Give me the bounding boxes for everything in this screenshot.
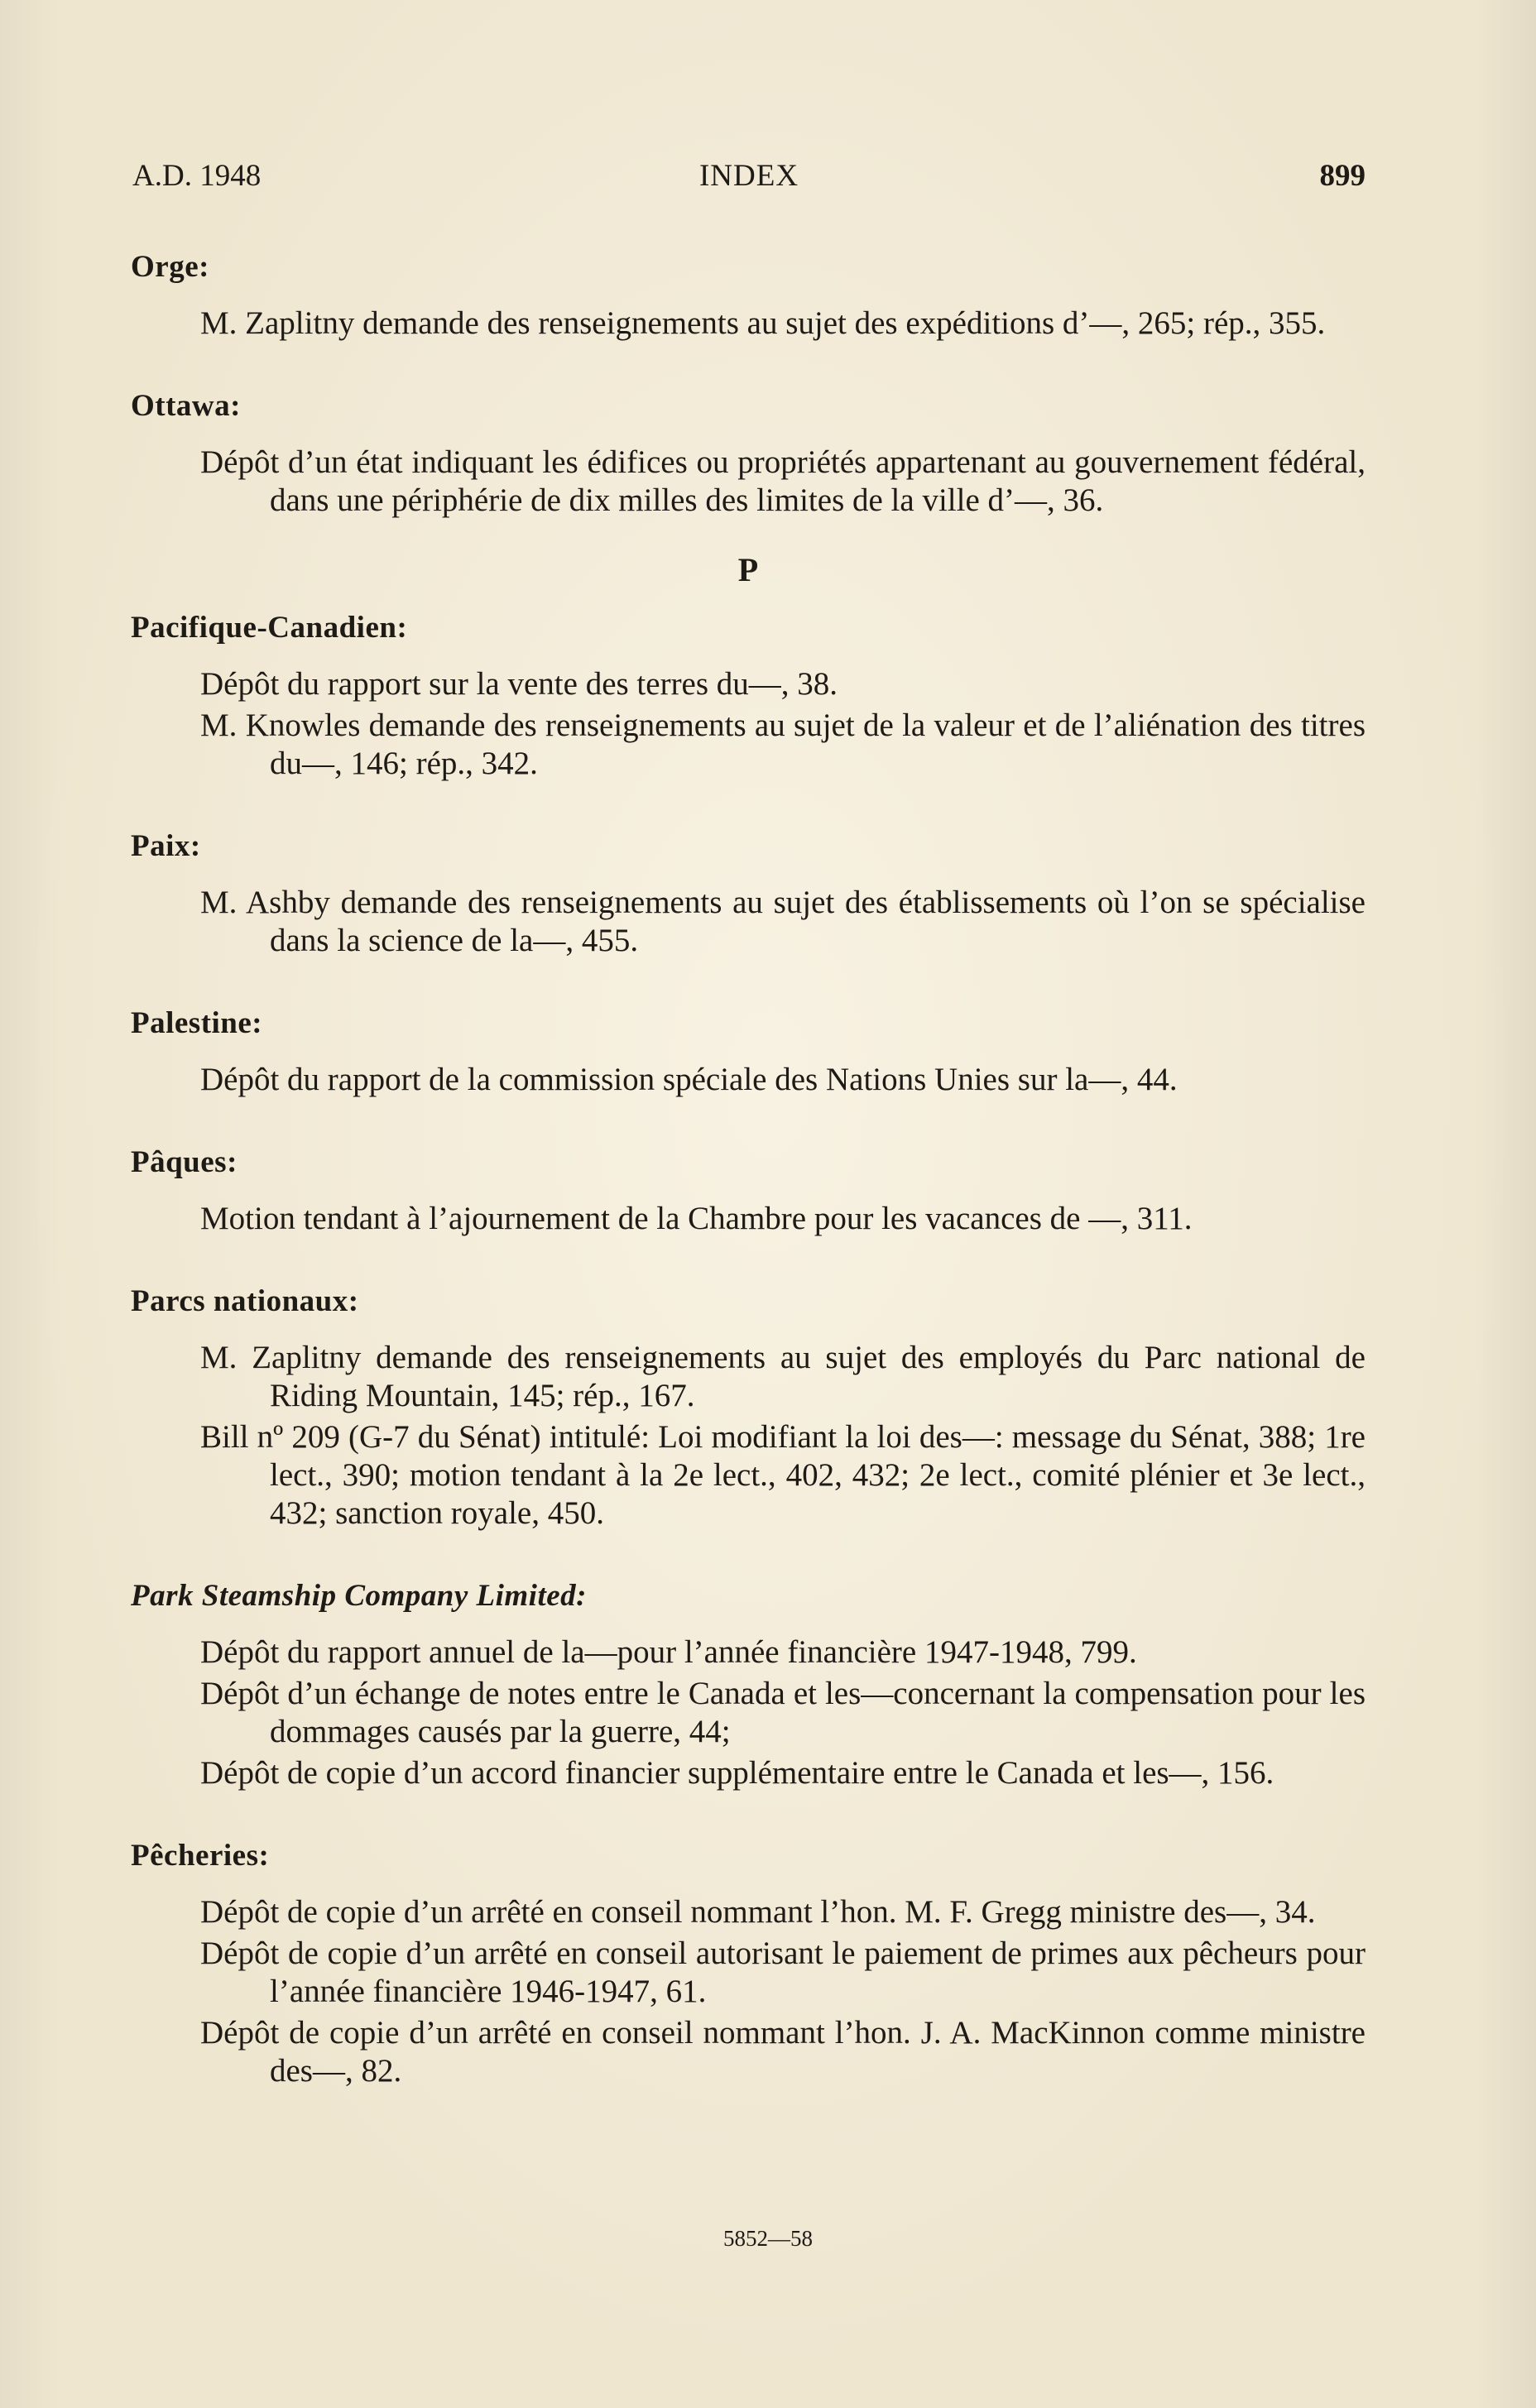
index-entry: Dépôt d’un état indiquant les édifices ou propriétés appartenant au gouvernement fédéral, dans une périphérie de dix milles des limites de la ville d’—, 36.: [200, 444, 1366, 518]
index-heading: Pacifique-Canadien:: [131, 611, 408, 645]
index-entry: Motion tendant à l’ajournement de la Chambre pour les vacances de —, 311.: [200, 1201, 1193, 1236]
printer-signature: 5852—58: [723, 2226, 813, 2251]
index-entry: Dépôt de copie d’un arrêté en conseil nommant l’hon. M. F. Gregg ministre des—, 34.: [200, 1894, 1316, 1930]
index-heading: Palestine:: [131, 1006, 263, 1040]
index-section-pecheries: [131, 1837, 1366, 2090]
index-section-parcs-nationaux: [131, 1283, 1366, 1533]
index-heading: Park Steamship Company Limited:: [131, 1579, 587, 1613]
index-section-park-steamship: [131, 1577, 1366, 1792]
header-title: INDEX: [698, 159, 799, 193]
index-content: [131, 248, 1366, 2135]
index-entry: Dépôt de copie d’un arrêté en conseil nommant l’hon. J. A. MacKinnon comme ministre des—, 82.: [200, 2015, 1366, 2089]
index-entry: M. Zaplitny demande des renseignements au sujet des employés du Parc national de Riding Mountain, 145; rép., 167.: [200, 1340, 1366, 1413]
index-heading: Ottawa:: [131, 389, 241, 423]
index-section-ottawa: [131, 387, 1366, 520]
index-entry: Dépôt du rapport annuel de la—pour l’année financière 1947-1948, 799.: [200, 1634, 1137, 1670]
index-section-orge: [131, 248, 1366, 343]
header-year: A.D. 1948: [132, 159, 262, 193]
index-heading: Orge:: [131, 250, 209, 284]
index-entry: M. Zaplitny demande des renseignements au sujet des expéditions d’—, 265; rép., 355.: [200, 305, 1326, 341]
index-heading: Paix:: [131, 829, 201, 863]
index-entry: Dépôt du rapport de la commission spéciale des Nations Unies sur la—, 44.: [200, 1062, 1178, 1097]
index-section-paix: [131, 827, 1366, 960]
page-number: 899: [1319, 159, 1366, 193]
index-heading: Pâques:: [131, 1145, 238, 1179]
running-head: [132, 156, 1366, 197]
index-entry: M. Knowles demande des renseignements au sujet de la valeur et de l’aliénation des titres du—, 146; rép., 342.: [200, 708, 1366, 781]
index-entry: Dépôt de copie d’un accord financier supplémentaire entre le Canada et les—, 156.: [200, 1755, 1274, 1791]
index-entry: Bill nº 209 (G-7 du Sénat) intitulé: Loi modifiant la loi des—: message du Sénat, 388; 1re lect., 390; motion tendant à la 2e lect., 402, 432; 2e lect., comité plénier et 3e lect., 432; sanction royale, 450.: [200, 1419, 1366, 1531]
index-heading: Pêcheries:: [131, 1839, 270, 1873]
section-letter: P: [737, 551, 759, 588]
index-entry: M. Ashby demande des renseignements au sujet des établissements où l’on se spécialise dans la science de la—, 455.: [200, 885, 1366, 958]
index-section-palestine: [131, 1005, 1366, 1099]
index-entry: Dépôt d’un échange de notes entre le Canada et les—concernant la compensation pour les dommages causés par la guerre, 44;: [200, 1676, 1366, 1749]
index-heading: Parcs nationaux:: [131, 1284, 359, 1318]
index-entry: Dépôt du rapport sur la vente des terres du—, 38.: [200, 666, 838, 702]
index-section-paques: [131, 1144, 1366, 1238]
index-entry: Dépôt de copie d’un arrêté en conseil autorisant le paiement de primes aux pêcheurs pour l’année financière 1946-1947, 61.: [200, 1936, 1366, 2009]
index-section-pacifique-canadien: [131, 609, 1366, 783]
